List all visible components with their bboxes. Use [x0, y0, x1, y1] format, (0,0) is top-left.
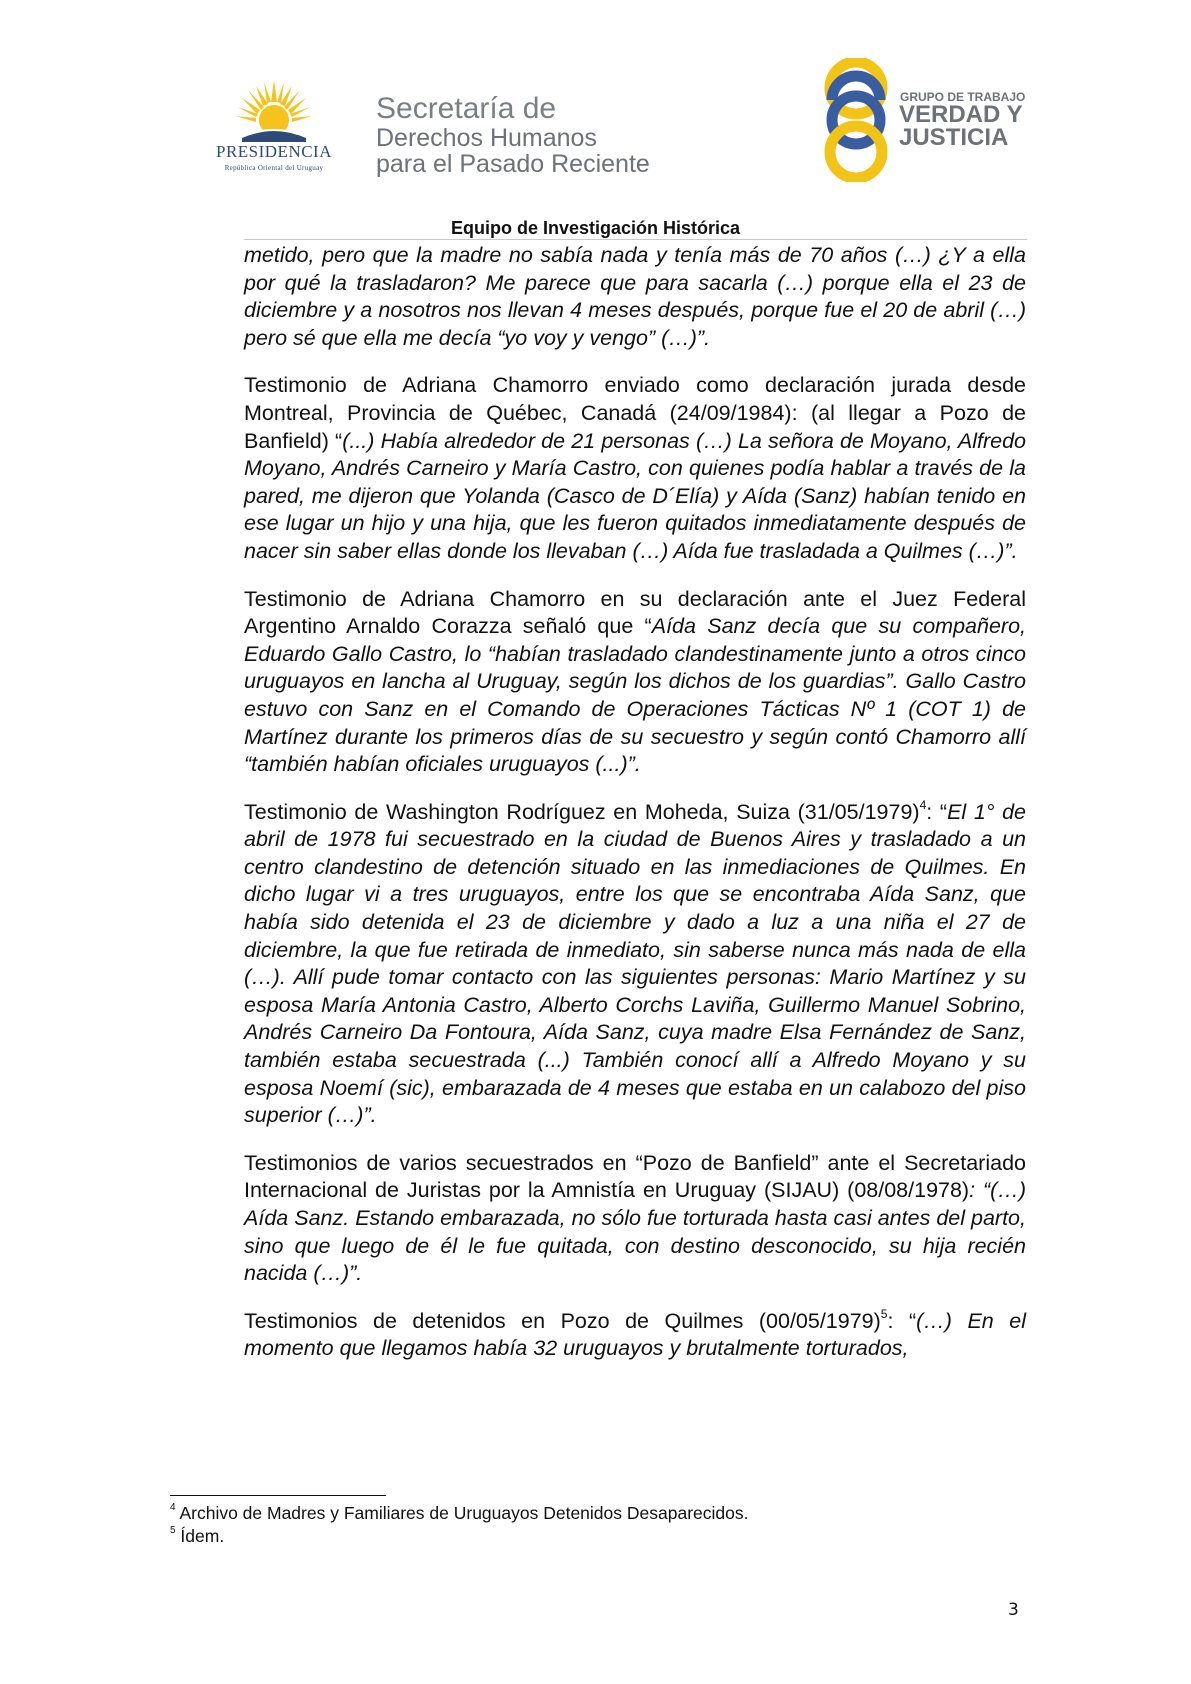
testimony-intro: Testimonio de Washington Rodríguez en Moheda, Suiza (31/05/1979)	[244, 799, 920, 824]
quote-text: Aída Sanz decía que su compañero, Eduardo Gallo Castro, lo “habían trasladado clandestinamente junto a otros cinco uruguayos en lancha al Uruguay, según los dichos de los guardias”. Gallo Castro estuvo con Sanz en el Comando de Operaciones Tácticas Nº 1 (COT 1) de Martínez durante los primeros días de su secuestro y según contó Chamorro allí “también habían oficiales uruguayos (...)”.	[244, 614, 1026, 777]
secretaria-line2: Derechos Humanos	[376, 124, 597, 152]
quote-text: El 1° de abril de 1978 fui secuestrado en la ciudad de Buenos Aires y trasladado a un centro clandestino de detención situado en las inmediaciones de Quilmes. En dicho lugar vi a tres uruguayos, entre los que se encontraba Aída Sanz, que había sido detenida el 23 de diciembre y dado a luz a una niña el 27 de diciembre, la que fue retirada de inmediato, sin saberse nunca más nada de ella (…). Allí pude tomar contacto con las siguientes personas: Mario Martínez y su esposa María Antonia Castro, Alberto Corchs Laviña, Guillermo Manuel Sobrino, Andrés Carneiro Da Fontoura, Aída Sanz, cuya madre Elsa Fernández de Sanz, también estaba secuestrada (...) También conocí allí a Alfredo Moyano y su esposa Noemí (sic), embarazada de 4 meses que estaba en un calabozo del piso superior (…)”.	[244, 799, 1026, 1128]
punctuation: “	[932, 799, 948, 824]
quote-text: (…) En el momento que llegamos había 32 uruguayos y brutalmente torturados,	[244, 1308, 1026, 1361]
footnote	[170, 1502, 1030, 1525]
testimony-intro: Testimonio de Adriana Chamorro enviado como declaración jurada desde Montreal, Provincia de Québec, Canadá (24/09/1984): (al llegar a Pozo de Banfield) “	[244, 373, 1026, 453]
footnote-divider	[170, 1495, 386, 1496]
footnote	[170, 1525, 1030, 1548]
paragraph	[244, 1308, 1026, 1363]
footnote-ref[interactable]: 5	[880, 1306, 888, 1321]
testimony-intro: Testimonio de Adriana Chamorro en su declaración ante el Juez Federal Argentino Arnaldo Corazza señaló que “	[244, 586, 1026, 639]
footnote-text: Ídem.	[175, 1526, 225, 1546]
secretaria-line3: para el Pasado Reciente	[376, 150, 650, 178]
presidencia-name: PRESIDENCIA	[215, 142, 332, 161]
paragraph	[244, 586, 1026, 779]
page-number: 3	[1008, 1600, 1019, 1620]
presidencia-subtitle: República Oriental del Uruguay	[224, 164, 324, 172]
quote-text: : “(…) Aída Sanz. Estando embarazada, no sólo fue torturada hasta casi antes del parto, sino que luego de él le fue quitada, con destino desconocido, su hija recién nacida (…)”.	[244, 1178, 1026, 1286]
document-body	[244, 242, 1026, 1363]
paragraph	[244, 799, 1026, 1130]
paragraph	[244, 242, 1026, 352]
grupo-line2: VERDAD Y	[899, 101, 1023, 128]
team-title: Equipo de Investigación Histórica	[450, 218, 741, 238]
testimony-intro: Testimonios de detenidos en Pozo de Quilmes (00/05/1979)	[244, 1308, 881, 1333]
grupo-line1: GRUPO DE TRABAJO	[900, 90, 1026, 104]
quote-text: (...) Había alrededor de 21 personas (…) La señora de Moyano, Alfredo Moyano, Andrés Carneiro y María Castro, con quienes podía hablar a través de la pared, me dijeron que Yolanda (Casco de D´Elía) y Aída (Sanz) habían tenido en ese lugar un hijo y una hija, que les fueron quitados inmediatamente después de nacer sin saber ellas donde los llevaban (…) Aída fue trasladada a Quilmes (…)”.	[244, 428, 1027, 563]
secretaria-line1: Secretaría de	[376, 92, 557, 125]
sun-emblem-icon	[236, 80, 312, 142]
paragraph	[244, 372, 1026, 565]
testimony-intro: Testimonios de varios secuestrados en “Pozo de Banfield” ante el Secretariado Internacional de Juristas por la Amnistía en Uruguay (SIJAU) (08/08/1978)	[244, 1150, 1026, 1203]
grupo-line3: JUSTICIA	[899, 124, 1009, 151]
footnote-number: 4	[170, 1502, 176, 1514]
footnotes	[170, 1502, 1030, 1548]
quote-text: metido, pero que la madre no sabía nada y tenía más de 70 años (…) ¿Y a ella por qué la trasladaron? Me parece que para sacarla (…) porque ella el 23 de diciembre y a nosotros nos llevan 4 meses después, porque fue el 20 de abril (…) pero sé que ella me decía “yo voy y vengo” (…)”.	[244, 243, 1026, 350]
footnote-ref[interactable]: 4	[919, 797, 927, 812]
punctuation: : “	[887, 1308, 917, 1333]
header-divider	[244, 239, 1027, 240]
page-header	[0, 0, 1191, 240]
footnote-number: 5	[170, 1525, 176, 1537]
punctuation: :	[926, 799, 933, 824]
presidencia-logo	[196, 78, 352, 174]
grupo-trabajo-rings-icon	[818, 58, 894, 182]
footnote-text: Archivo de Madres y Familiares de Uruguayos Detenidos Desaparecidos.	[175, 1503, 749, 1523]
paragraph	[244, 1150, 1026, 1288]
